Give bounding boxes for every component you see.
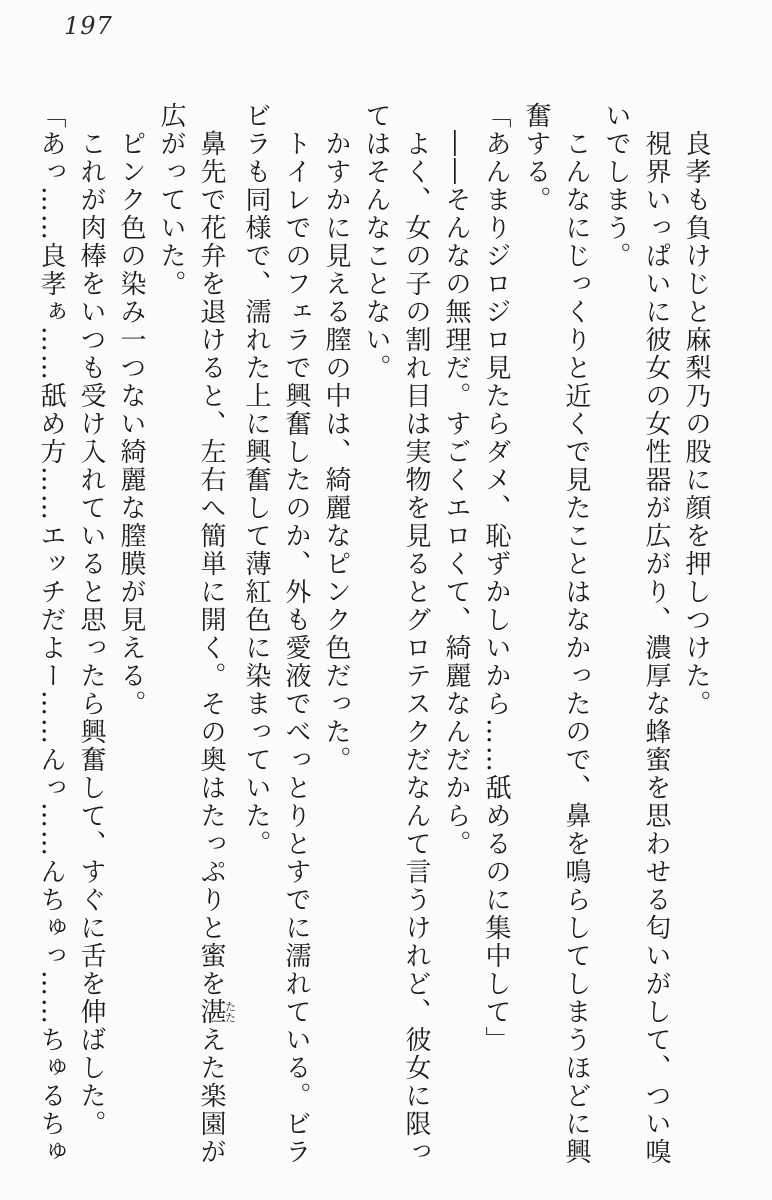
page-text bbox=[34, 102, 716, 1168]
paragraph: ――そんなの無理だ。すごくエロくて、綺麗なんだから。 bbox=[441, 130, 471, 858]
paragraph: かすかに見える膣の中は、綺麗なピンク色だった。 bbox=[321, 130, 351, 774]
paragraph: これが肉棒をいつも受け入れていると思ったら興奮して、すぐに舌を伸ばした。 bbox=[76, 130, 106, 1138]
paragraph: こんなにじっくりと近くで見たことはなかったので、鼻を鳴らしてしまうほどに興奮する。 bbox=[521, 102, 591, 1166]
paragraph: 「あっ……良孝ぁ……舐め方……エッチだよー……んっ……んちゅっ……ちゅるちゅ bbox=[36, 102, 66, 1166]
paragraph: トイレでのフェラで興奮したのか、外も愛液でべっとりとすでに濡れている。ビラビラも同様で、濡れた上に興奮して薄紅色に染まっていた。 bbox=[241, 102, 311, 1166]
paragraph: ピンク色の染み一つない綺麗な膣膜が見える。 bbox=[116, 130, 146, 718]
paragraph: 良孝も負けじと麻梨乃の股に顔を押しつけた。 bbox=[681, 130, 711, 718]
ruby-annotated-kanji: 湛たた bbox=[196, 998, 237, 1026]
paragraph: 鼻先で花弁を退けると、左右へ簡単に開く。その奥はたっぷりと蜜を湛たたえた楽園が広がっていた。 bbox=[156, 102, 237, 1166]
paragraph: 視界いっぱいに彼女の女性器が広がり、濃厚な蜂蜜を思わせる匂いがして、つい嗅いでしまう。 bbox=[601, 102, 671, 1166]
paragraph: よく、女の子の割れ目は実物を見るとグロテスクだなんて言うけれど、彼女に限ってはそんなことない。 bbox=[361, 102, 431, 1166]
page-number: 197 bbox=[64, 12, 113, 40]
paragraph: 「あんまりジロジロ見たらダメ、恥ずかしいから……舐めるのに集中して」 bbox=[481, 102, 511, 1054]
